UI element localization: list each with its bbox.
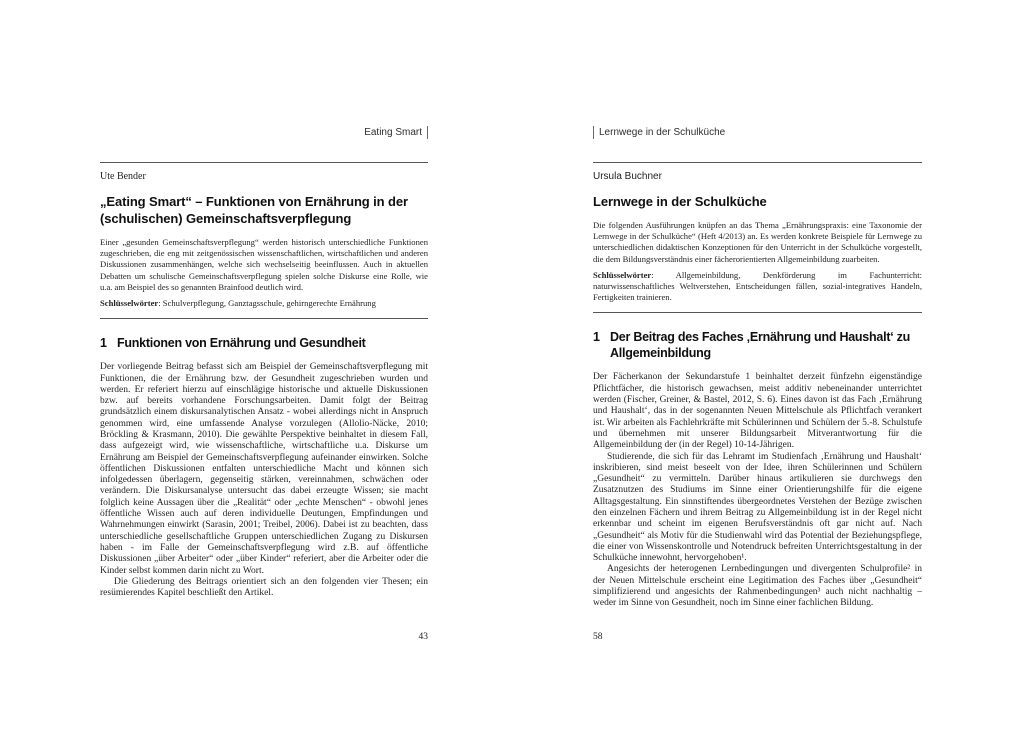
article-title: „Eating Smart“ – Funktionen von Ernährung in der (schulischen) Gemeinschaftsverpflegung	[100, 194, 408, 226]
page-right	[593, 120, 922, 648]
running-head-separator	[427, 126, 428, 139]
section-divider	[100, 318, 428, 319]
body-paragraph: Die Gliederung des Beitrags orientiert sich an den folgenden vier Thesen; ein resümierendes Kapitel beschließt den Artikel.	[100, 576, 428, 599]
page-left	[100, 120, 428, 648]
author-name: Ute Bender	[100, 171, 146, 182]
section-number: 1	[593, 330, 600, 345]
keywords-text: : Schulverpflegung, Ganztagsschule, gehirngerechte Ernährung	[158, 298, 376, 309]
running-head-text: Eating Smart	[364, 126, 422, 138]
header-divider	[100, 162, 428, 163]
section-title: Funktionen von Ernährung und Gesundheit	[117, 336, 366, 351]
page-number: 58	[593, 632, 603, 642]
body-paragraph: Angesichts der heterogenen Lernbedingungen und divergenten Schulprofile² in der Neuen Mittelschule erscheint eine Legitimation des Faches über „Gesundheit“ simplifizierend und angesichts der Rahmenbedingungen³ auch nicht nachhaltig – weder im Sinne von Gesundheit, noch im Sinne einer fachlichen Bildung.	[593, 564, 922, 609]
section-title: Der Beitrag des Faches ‚Ernährung und Haushalt‘ zu Allgemeinbildung	[610, 330, 911, 361]
section-heading	[593, 329, 922, 361]
keywords-label: Schlüsselwörter	[100, 298, 159, 309]
body-paragraph: Der vorliegende Beitrag befasst sich am Beispiel der Gemeinschaftsverpflegung mit Funktionen, die der Ernährung bzw. der Gesundheit zugeschrieben wurden und werden. Er referiert hierzu auf einschlägige historische und aktuelle Diskussionen bzw. auf bereits vorhandene Forschungsarbeiten. Damit folgt der Beitrag grundsätzlich einem diskursanalytischen Ansatz - wobei allerdings nicht in Anspruch genommen wird, eine umfassende Analyse vorzulegen (Allolio-Näcke, 2010; Bröckling & Krasmann, 2010). Die gewählte Perspektive beinhaltet in diesem Fall, dass aufgezeigt wird, wie wissenschaftliche, wirtschaftliche u.a. Diskurse um Ernährung am Beispiel der Gemeinschaftsverpflegung aufeinander einwirken. Solche öffentlichen Diskussionen entfalten unterschiedliche Macht und können sich infolgedessen überlagern, gegenseitig stärken, vereinnahmen, schwächen oder verändern. Die Diskursanalyse untersucht das dabei erzeugte Wissen; sie macht folglich keine Aussagen über die „Realität“ oder „echte Menschen“ - obwohl jenes öffentliche Wissen auch auf deren individuelle Deutungen, Empfindungen und Wahrnehmungen einwirkt (Sarasin, 2001; Treibel, 2006). Dabei ist zu beachten, dass unterschiedliche gesellschaftliche Gruppen unterschiedlichen Zugang zu Diskursen haben - im Falle der Gemeinschaftsverpflegung wird z.B. auf öffentliche Diskussionen „über Arbeiter“ oder „über Kinder“ referiert, aber die Arbeiter oder die Kinder selbst kommen darin nicht zu Wort.	[100, 362, 428, 576]
body-paragraph: Der Fächerkanon der Sekundarstufe 1 beinhaltet derzeit fünfzehn eigenständige Pflichtfächer, die historisch gewachsen, meist additiv nebeneinander unterrichtet werden (Fischer, Greiner, & Bastel, 2012, S. 6). Eines davon ist das Fach ‚Ernährung und Haushalt‘, das in der sogenannten Neuen Mittelschule als Pflichtfach verankert ist. Wir arbeiten als Fachlehrkräfte mit Schülerinnen und Schülern der 5.-8. Schulstufe und übernehmen mit unserer Bildungsarbeit Mitverantwortung für die Allgemeinbildung der (in der Regel) 10-14-Jährigen.	[593, 372, 922, 451]
running-head-separator	[593, 126, 594, 139]
keywords-line	[593, 270, 922, 304]
section-number: 1	[100, 336, 107, 351]
abstract-text: Die folgenden Ausführungen knüpfen an das Thema „Ernährungspraxis: eine Taxonomie der Lernwege in der Schulküche“ (Heft 4/2013) an. Es werden konkrete Beispiele für Lernwege zu unterschiedlichen didaktischen Konzeptionen für den Unterricht in der Schulküche vorgestellt, die dem Bildungsverständnis einer fächerorientierten Allgemeinbildung zuarbeiten.	[593, 220, 922, 264]
running-head-right	[593, 125, 922, 139]
keywords-label: Schlüsselwörter	[593, 269, 652, 280]
header-divider	[593, 162, 922, 163]
section-divider	[593, 312, 922, 313]
author-name: Ursula Buchner	[593, 171, 662, 182]
running-head-left	[100, 125, 428, 139]
keywords-line	[100, 298, 428, 309]
section-heading	[100, 335, 428, 351]
page-number: 43	[418, 632, 428, 642]
keywords-text: : Allgemeinbildung, Denkförderung im Fachunterricht: naturwissenschaftliches Weltverstehen, Entscheidungen fällen, sozial-integratives Handeln, Fertigkeiten trainieren.	[593, 269, 922, 303]
running-head-text: Lernwege in der Schulküche	[599, 126, 726, 138]
article-title: Lernwege in der Schulküche	[593, 194, 767, 209]
body-paragraph: Studierende, die sich für das Lehramt im Studienfach ‚Ernährung und Haushalt‘ inskribieren, sind meist beseelt von der Idee, ihren Schülerinnen und Schülern „Gesundheit“ zu vermitteln. Darüber hinaus artikulieren sie durchwegs den Zusatznutzen des Studiums im Sinne einer Orientierungshilfe für die eigene Alltagsgestaltung. Ein sinnstiftendes übergeordnetes Verstehen der Bezüge zwischen den einzelnen Fächern und ihrem Beitrag zu Allgemeinbildung ist in der Regel nicht erkennbar und scheint im eigenen Berufsverständnis oft gar nicht auf. Nach „Gesundheit“ als Motiv für die Studienwahl wird das Potential der Beziehungspflege, die einer von Wissenskontrolle und Notendruck befreiten Unterrichtsgestaltung in der Schulküche innewohnt, hervorgehoben¹.	[593, 451, 922, 564]
abstract-text: Einer „gesunden Gemeinschaftsverpflegung“ werden historisch unterschiedliche Funktionen zugeschrieben, die eng mit zeitgenössischen wissenschaftlichen, wirtschaftlichen und anderen Diskussionen zusammenhängen, welche sich wechselseitig beeinflussen. Auch in aktuellen Debatten um schulische Gemeinschaftsverpflegung spielen solche Diskurse eine Rolle, wie u.a. am Beispiel des so genannten Brainfood deutlich wird.	[100, 237, 428, 292]
